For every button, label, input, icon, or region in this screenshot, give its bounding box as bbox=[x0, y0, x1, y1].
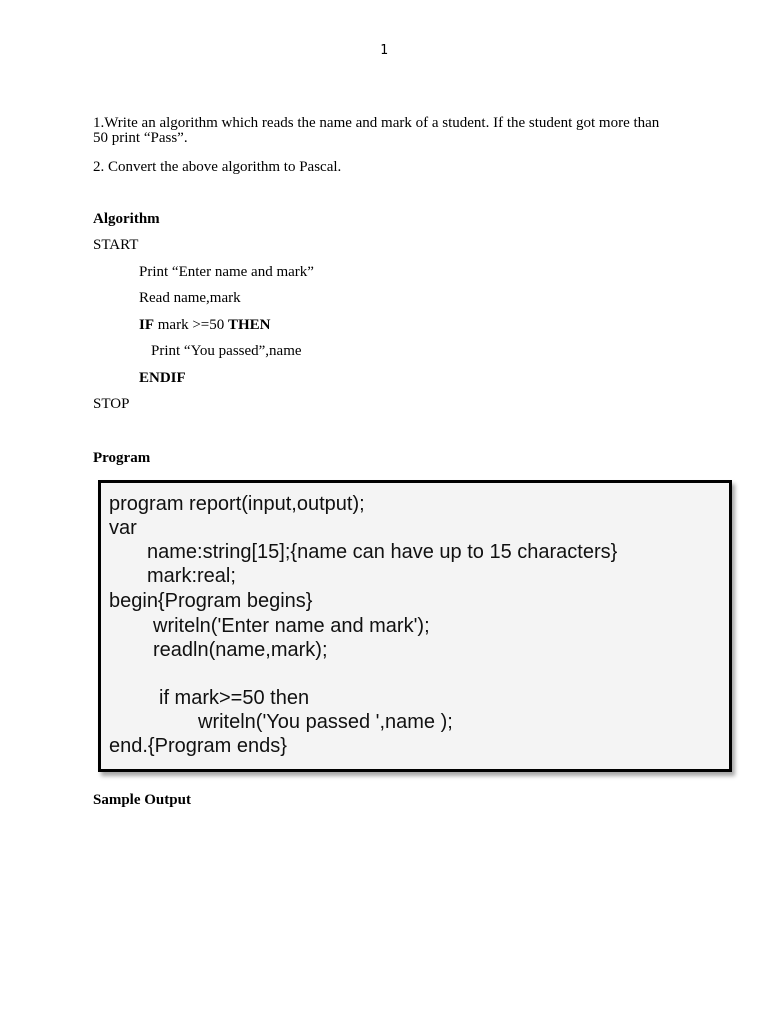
code-line: program report(input,output); bbox=[109, 493, 365, 515]
if-keyword: IF bbox=[139, 317, 154, 333]
algorithm-heading: Algorithm bbox=[93, 211, 160, 227]
code-line: if mark>=50 then bbox=[159, 687, 310, 709]
question-1: 1.Write an algorithm which reads the name and mark of a student. If the student got more than 50 print “Pass”. bbox=[93, 115, 660, 146]
code-line: var bbox=[109, 517, 137, 539]
then-keyword: THEN bbox=[228, 317, 271, 333]
code-line: name:string[15];{name can have up to 15 characters} bbox=[147, 541, 618, 563]
algorithm-stop: STOP bbox=[93, 396, 130, 412]
code-line: mark:real; bbox=[147, 565, 236, 587]
if-condition: mark >=50 bbox=[154, 317, 228, 333]
algorithm-if-line bbox=[139, 317, 271, 334]
algorithm-start: START bbox=[93, 237, 139, 253]
program-code-image bbox=[98, 480, 732, 772]
question-2: 2. Convert the above algorithm to Pascal. bbox=[93, 159, 342, 175]
algorithm-print-passed: Print “You passed”,name bbox=[151, 343, 302, 359]
algorithm-endif: ENDIF bbox=[139, 370, 186, 386]
code-line: readln(name,mark); bbox=[153, 639, 328, 661]
code-line: begin{Program begins} bbox=[109, 590, 313, 612]
code-line: writeln('Enter name and mark'); bbox=[153, 615, 430, 637]
program-heading: Program bbox=[93, 450, 151, 466]
algorithm-print-prompt: Print “Enter name and mark” bbox=[139, 264, 314, 280]
page-number: 1 bbox=[380, 43, 388, 58]
code-line: end.{Program ends} bbox=[109, 735, 287, 757]
algorithm-read: Read name,mark bbox=[139, 290, 241, 306]
code-line: writeln('You passed ',name ); bbox=[198, 711, 453, 733]
sample-output-heading: Sample Output bbox=[93, 792, 191, 808]
